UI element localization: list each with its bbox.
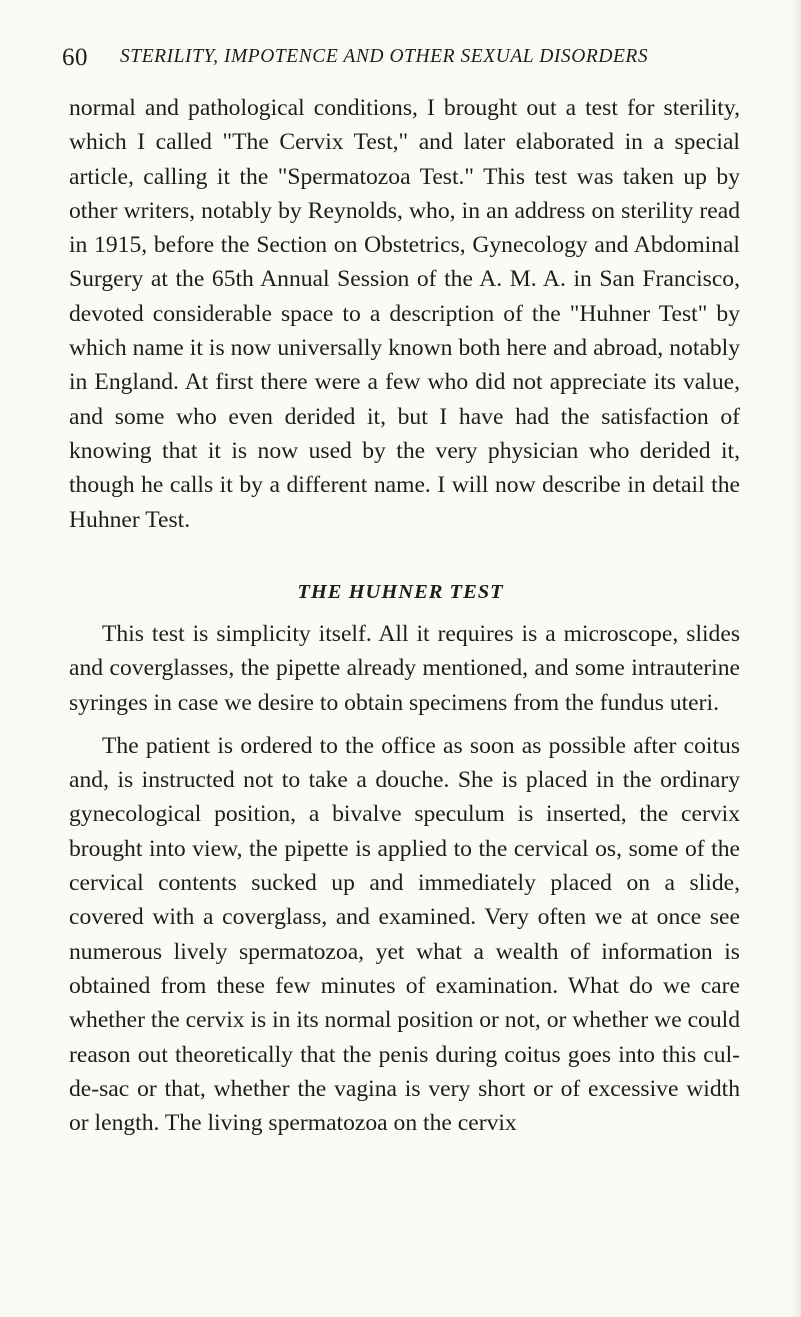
- running-head: [62, 44, 742, 74]
- paragraph: This test is simplicity itself. All it requires is a microscope, slides and coverglasses, the pipette already mentioned, and some intrauterine syringes in case we desire to obtain specimens from the fundus uteri.: [69, 621, 740, 716]
- page-edge-shadow: [791, 0, 801, 1317]
- page-number: 60: [62, 44, 88, 71]
- body-text-lower: [69, 617, 740, 1140]
- body-text-upper: [69, 91, 740, 537]
- paragraph: normal and pathological conditions, I brought out a test for sterility, which I called "The Cervix Test," and later elaborated in a special article, calling it the "Spermatozoa Test." This test was taken up by other writers, notably by Reynolds, who, in an address on sterility read in 1915, before the Section on Obstetrics, Gynecology and Abdominal Surgery at the 65th Annual Session of the A. M. A. in San Francisco, devoted considerable space to a description of the "Huhner Test" by which name it is now universally known both here and abroad, notably in England. At first there were a few who did not appreciate its value, and some who even derided it, but I have had the satisfaction of knowing that it is now used by the very physician who derided it, though he calls it by a different name. I will now describe in detail the Huhner Test.: [69, 95, 740, 533]
- running-title: STERILITY, IMPOTENCE AND OTHER SEXUAL DISORDERS: [120, 46, 649, 67]
- section-heading: THE HUHNER TEST: [297, 581, 504, 603]
- paragraph: The patient is ordered to the office as soon as possible after coitus and, is instructed not to take a douche. She is placed in the ordinary gynecological position, a bivalve speculum is inserted, the cervix brought into view, the pipette is applied to the cervical os, some of the cervical contents sucked up and immediately placed on a slide, covered with a coverglass, and examined. Very often we at once see numerous lively spermatozoa, yet what a wealth of information is obtained from these few minutes of examination. What do we care whether the cervix is in its normal position or not, or whether we could reason out theoretically that the penis during coitus goes into this cul-de-sac or that, whether the vagina is very short or of excessive width or length. The living spermatozoa on the cervix: [69, 732, 740, 1137]
